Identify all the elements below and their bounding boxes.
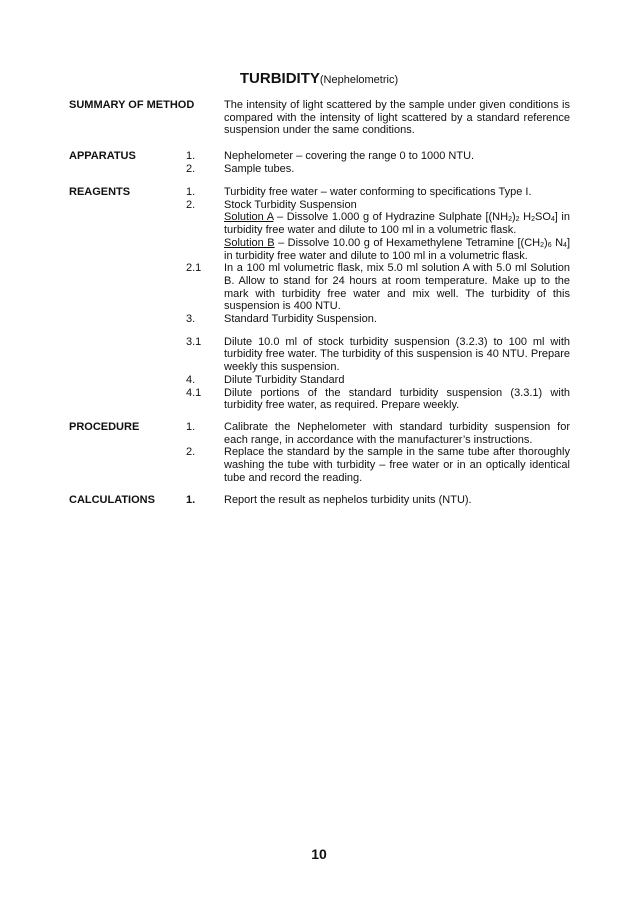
list-item	[0, 494, 638, 507]
formula-part: )	[544, 236, 548, 249]
subscript: 4	[563, 241, 567, 249]
item-text: Calibrate the Nephelometer with standard turbidity suspension for each range, in accordance with the manufacturer’s instructions.	[224, 421, 570, 446]
formula-part: N	[551, 236, 564, 249]
apparatus-label: APPARATUS	[69, 150, 136, 162]
item-text: Sample tubes.	[224, 162, 295, 175]
title-main: TURBIDITY	[239, 70, 320, 87]
formula-part: ] in turbidity free water and dilute to 100 ml in a volumetric flask.	[224, 236, 570, 262]
list-item	[0, 313, 638, 326]
calculations-section	[0, 494, 638, 507]
formula-part: SO	[534, 211, 551, 224]
item-text: Turbidity free water – water conforming to specifications Type I.	[224, 186, 532, 198]
apparatus-section	[0, 150, 638, 175]
formula-part: H	[519, 211, 532, 224]
item-number: 2.	[186, 162, 196, 175]
item-text: Report the result as nephelos turbidity units (NTU).	[224, 494, 472, 506]
summary-section	[0, 99, 638, 137]
item-text: Standard Turbidity Suspension.	[224, 313, 377, 326]
formula-part: )	[511, 211, 516, 224]
item-number: 2.1	[186, 262, 202, 275]
calculations-label: CALCULATIONS	[69, 494, 155, 506]
formula-part: – Dissolve 10.00 g of Hexamethylene Tetramine [(CH	[274, 236, 541, 249]
list-item	[0, 150, 638, 163]
list-item	[0, 186, 638, 199]
solution-b-text	[224, 237, 570, 262]
item-number: 1.	[186, 150, 196, 162]
page-number: 10	[311, 846, 327, 862]
solution-a-text	[224, 211, 570, 236]
reagents-section	[0, 186, 638, 412]
summary-label: SUMMARY OF METHOD	[69, 99, 195, 111]
item-number: 1.	[186, 186, 196, 198]
solution-b-label: Solution B	[224, 236, 275, 249]
procedure-section	[0, 421, 638, 485]
item-number: 4.	[186, 373, 196, 386]
item-number: 3.	[186, 313, 196, 326]
formula-part: – Dissolve 1.000 g of Hydrazine Sulphate [(NH	[273, 211, 509, 224]
item-text: Dilute 10.0 ml of stock turbidity suspension (3.2.3) to 100 ml with turbidity free water. The turbidity of this suspension is 40 NTU. Prepare weekly this suspension.	[224, 335, 570, 374]
item-text: In a 100 ml volumetric flask, mix 5.0 ml solution A with 5.0 ml Solution B. Allow to stand for 24 hours at room temperature. Make up to the mark with turbidity free water and mix well. The turbidity of this suspension is 400 NTU.	[224, 262, 570, 313]
item-number: 4.1	[186, 386, 202, 399]
subscript: 2	[515, 216, 520, 224]
page-title	[0, 70, 638, 88]
list-item	[0, 262, 638, 313]
subscript: 2	[531, 216, 535, 224]
reagents-label: REAGENTS	[69, 186, 131, 198]
subscript: 6	[547, 241, 552, 249]
subscript: 2	[508, 216, 512, 224]
item-number: 2.	[186, 198, 196, 211]
formula-part: ] in turbidity free water and dilute to 100 ml in a volumetric flask.	[224, 211, 570, 237]
list-item	[0, 336, 638, 374]
item-text: Replace the standard by the sample in the same tube after thoroughly washing the tube with turbidity – free water or in an optically identical tube and record the reading.	[224, 446, 570, 484]
procedure-label: PROCEDURE	[69, 421, 140, 433]
subscript: 2	[540, 241, 545, 249]
list-item	[0, 446, 638, 484]
list-item	[0, 421, 638, 446]
item-text: Dilute portions of the standard turbidity suspension (3.3.1) with turbidity free water, as required. Prepare weekly.	[224, 386, 570, 412]
subscript: 4	[550, 216, 555, 224]
list-item	[0, 374, 638, 387]
item-number: 3.1	[186, 335, 202, 348]
list-item	[0, 387, 638, 412]
item-text: Nephelometer – covering the range 0 to 1000 NTU.	[224, 150, 475, 162]
list-item	[0, 163, 638, 176]
item-text: Dilute Turbidity Standard	[224, 373, 345, 386]
summary-text: The intensity of light scattered by the sample under given conditions is compared with the intensity of light scattered by a standard reference suspension under the same conditions.	[224, 99, 570, 137]
item-text: Stock Turbidity Suspension	[224, 198, 357, 211]
solution-a-label: Solution A	[224, 211, 274, 224]
title-subtitle: (Nephelometric)	[319, 74, 399, 86]
item-number: 1.	[186, 494, 196, 506]
item-number: 2.	[186, 446, 196, 459]
item-number: 1.	[186, 421, 196, 433]
list-item	[0, 199, 638, 263]
